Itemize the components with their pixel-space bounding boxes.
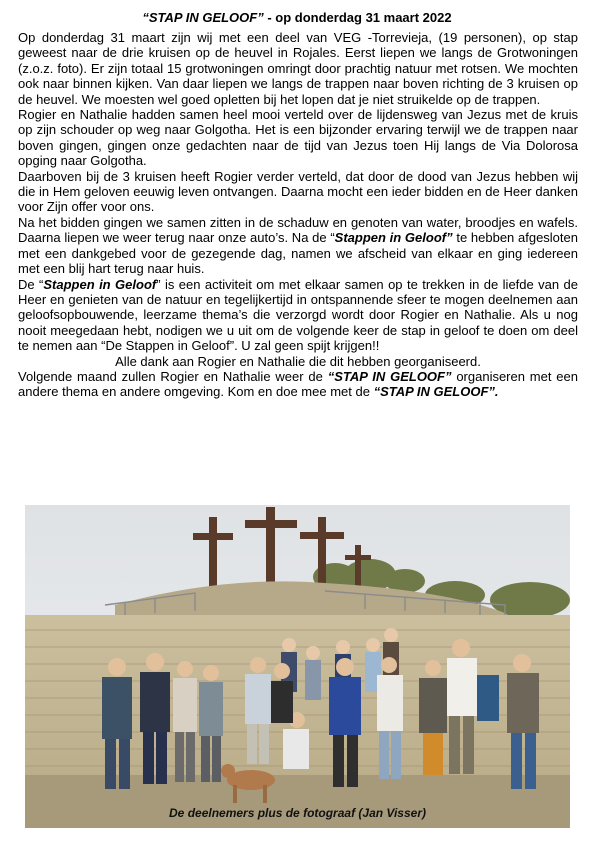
paragraph-5-text-b: ” is een activiteit om met elkaar samen op te trekken in de liefde van de Heer en genieten van de natuur en tegelijkertijd in ontspannende sfeer te mogen deelnemen aan geloofsopbouwende, leerzame thema’s die verzorgd wordt door Rogier en Nathalie. Als u nog nooit meegedaan hebt, nodigen we u uit om de volgende keer de stap in geloof te doen om deel te nemen aan “De Stappen in Geloof”. U zal geen spijt krijgen!! <box>18 276 578 354</box>
paragraph-5-emphasis: Stappen in Geloof <box>43 276 157 292</box>
paragraph-5 <box>18 277 578 354</box>
paragraph-4-text-b: te hebben afgesloten met een dankgebed voor de gezegende dag, namen we afscheid van elkaar en ging iedereen met een blij hart terug naar huis. <box>18 230 578 277</box>
paragraph-7-emphasis-1: “STAP IN GELOOF” <box>327 368 452 384</box>
article-body <box>18 30 578 400</box>
paragraph-4 <box>18 215 578 277</box>
photo-caption: De deelnemers plus de fotograaf (Jan Visser) <box>169 806 426 820</box>
paragraph-2: Rogier en Nathalie hadden samen heel mooi verteld over de lijdensweg van Jezus met de kruis op zijn schouder op weg naar Golgotha. Het is een bijzonder ervaring terwijl we de trappen naar boven gingen, gingen onze gedachten naar de tijd van Jezus toen Hij langs de Via Dolorosa opging naar Golgotha. <box>18 107 578 169</box>
paragraph-4-text-a: Na het bidden gingen we samen zitten in de schaduw en genoten van water, broodjes en wafels. Daarna liepen we weer terug naar onze auto’s. Na de “ <box>18 214 578 246</box>
paragraph-7-text-b: organiseren met een andere thema en andere omgeving. Kom en doe mee met de <box>18 368 579 400</box>
paragraph-7-emphasis-2: “STAP IN GELOOF”. <box>373 384 499 400</box>
thanks-line: Alle dank aan Rogier en Nathalie die dit hebben georganiseerd. <box>115 353 481 369</box>
paragraph-3: Daarboven bij de 3 kruisen heeft Rogier verder verteld, dat door de dood van Jezus hebben wij die in Hem geloven eeuwig leven ontvangen. Daarna mocht een ieder bidden en de Heer danken voor Zijn offer voor ons. <box>18 168 578 215</box>
paragraph-7 <box>18 369 578 400</box>
title-event-name: “STAP IN GELOOF” <box>142 10 264 25</box>
paragraph-4-emphasis: Stappen in Geloof” <box>334 230 453 246</box>
paragraph-1: Op donderdag 31 maart zijn wij met een deel van VEG -Torrevieja, (19 personen), op stap geweest naar de drie kruisen op de heuvel in Rojales. Eerst liepen we langs de Grotwoningen (z.o.z. foto). Er zijn totaal 15 grotwoningen omringt door prachtig natuur met rotsen. We mochten ook naar binnen kijken. Van daar liepen we langs de trappen naar boven richting de 3 kruisen op de heuvel. We moesten wel goed opletten bij het lopen dat je niet struikelde op de trappen. <box>18 30 578 107</box>
paragraph-7-text-a: Volgende maand zullen Rogier en Nathalie weer de <box>18 368 328 384</box>
group-photo-illustration <box>25 505 570 828</box>
title-date: - op donderdag 31 maart 2022 <box>267 10 452 25</box>
paragraph-5-text-a: De “ <box>18 276 44 292</box>
group-photo <box>25 505 570 828</box>
page-title <box>0 10 594 25</box>
